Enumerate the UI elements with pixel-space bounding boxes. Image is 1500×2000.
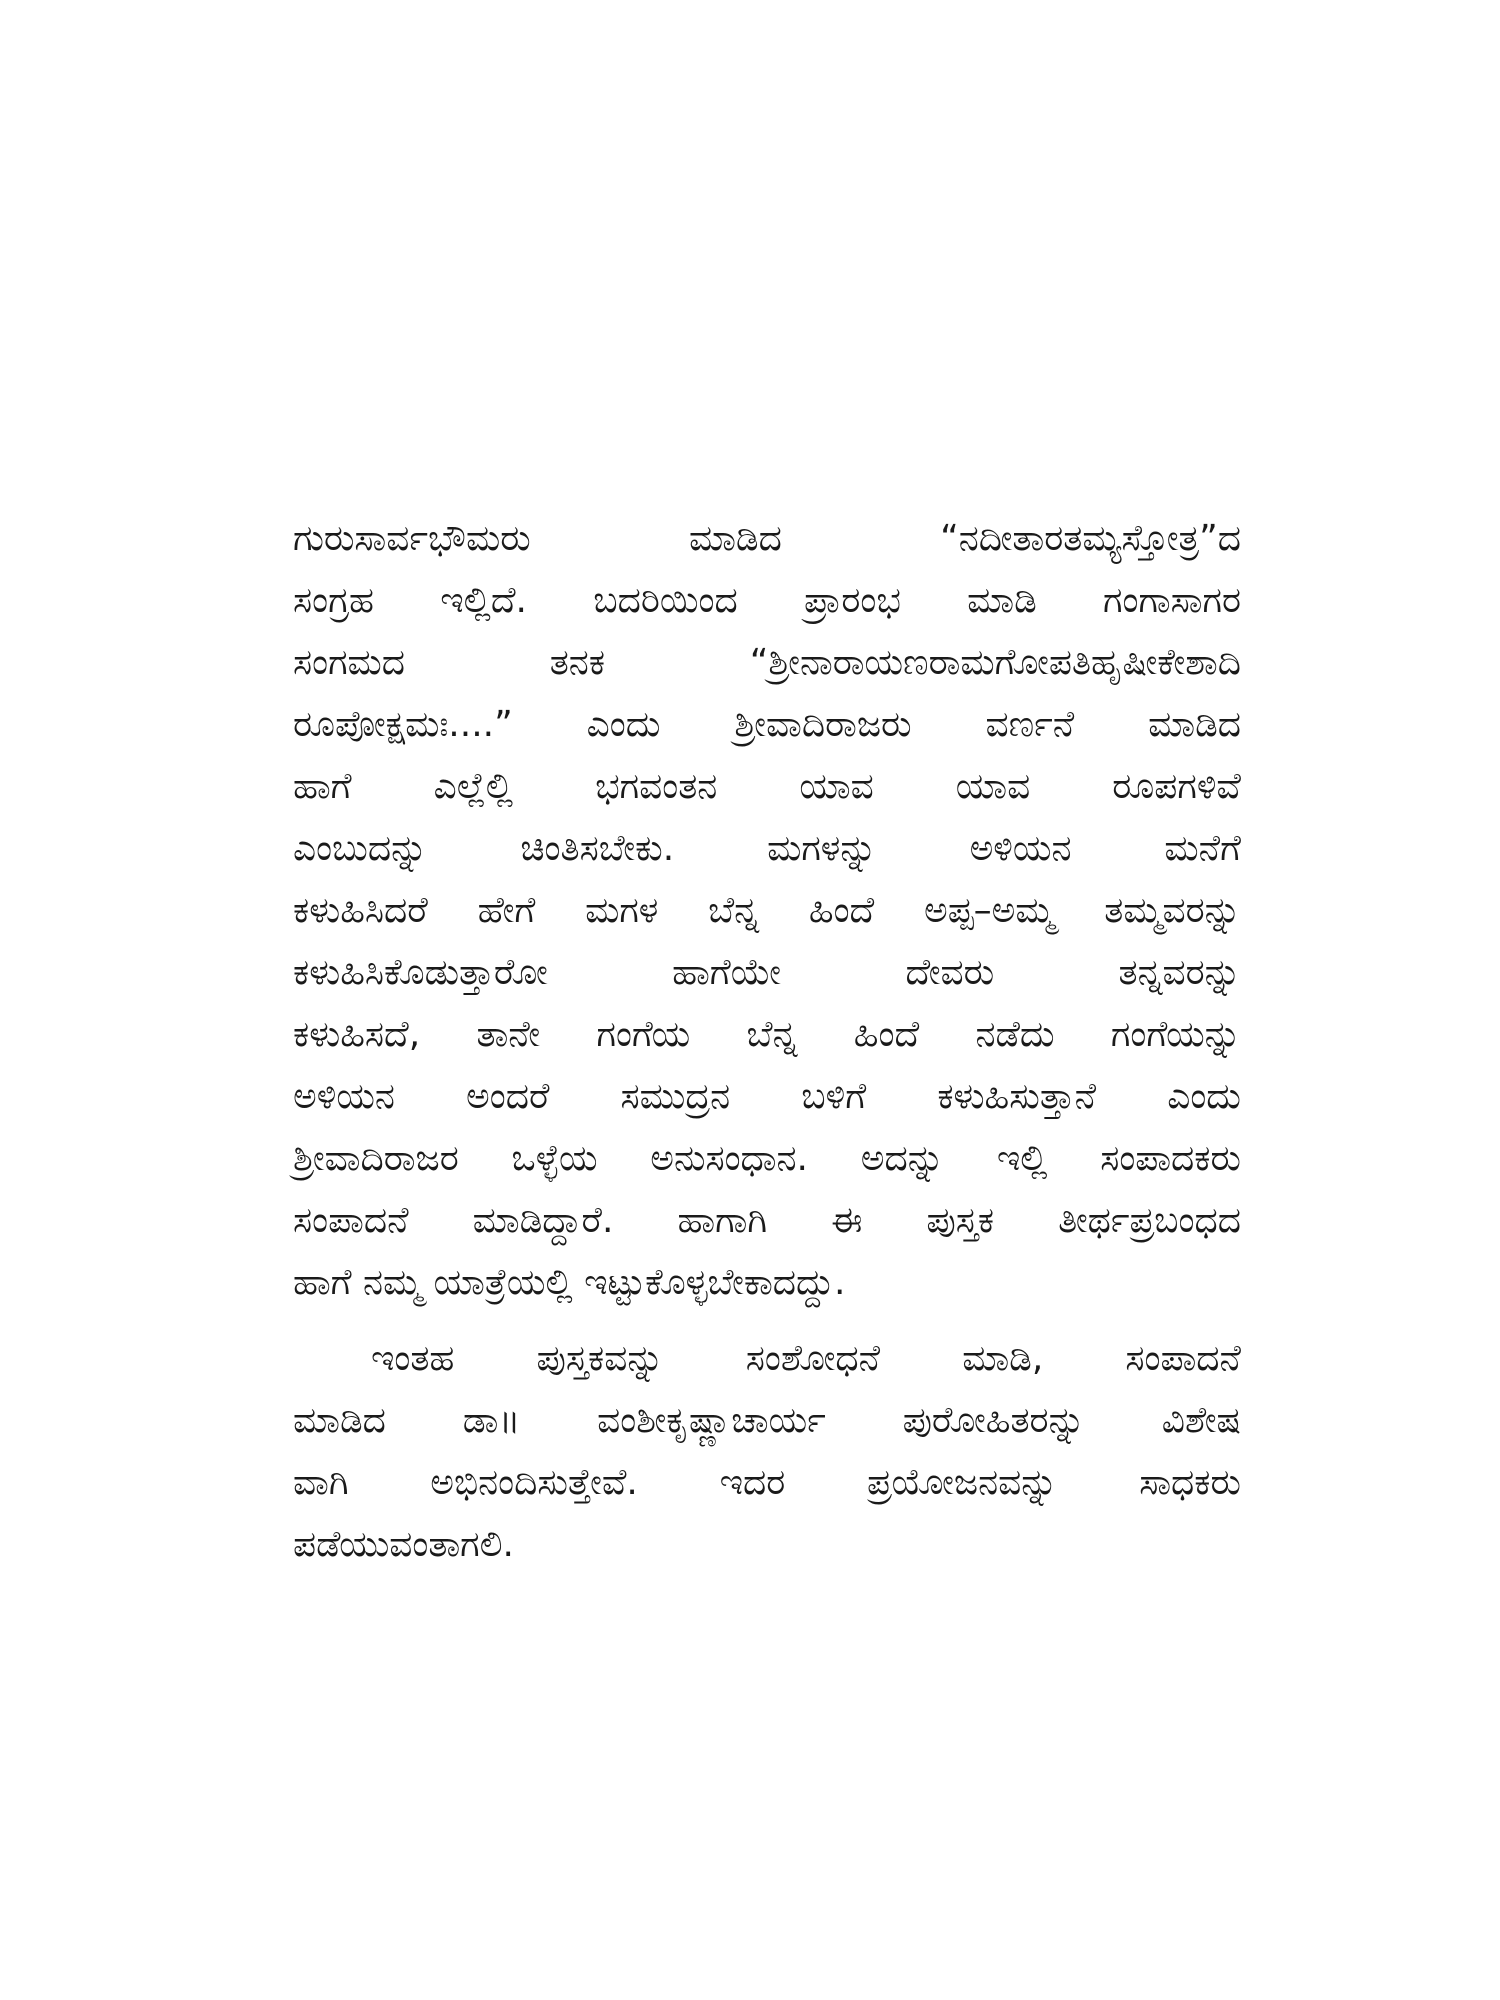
text-line: ಹಾಗೆ ನಮ್ಮ ಯಾತ್ರೆಯಲ್ಲಿ ಇಟ್ಟುಕೊಳ್ಳಬೇಕಾದದ್ದು.	[293, 1262, 846, 1303]
text-line: ಸಂಪಾದನೆ ಮಾಡಿದ್ದಾರೆ. ಹಾಗಾಗಿ ಈ ಪುಸ್ತಕ ತೀರ್ಥಪ್ರಬಂಧದ	[293, 1200, 1241, 1241]
paragraph-spacer	[293, 1314, 1241, 1328]
paragraph-2	[293, 1328, 1241, 1576]
text-line: ಸಂಗಮದ ತನಕ “ಶ್ರೀನಾರಾಯಣರಾಮಗೋಪತಿಹೃಷೀಕೇಶಾದಿ	[293, 642, 1241, 683]
body-text	[293, 508, 1241, 1576]
text-line: ರೂಪೋಕ್ಷಮಃ....” ಎಂದು ಶ್ರೀವಾದಿರಾಜರು ವರ್ಣನೆ ಮಾಡಿದ	[293, 704, 1241, 745]
text-line: ಹಾಗೆ ಎಲ್ಲೆಲ್ಲಿ ಭಗವಂತನ ಯಾವ ಯಾವ ರೂಪಗಳಿವೆ	[293, 766, 1241, 807]
text-line: ಕಳುಹಿಸದೆ, ತಾನೇ ಗಂಗೆಯ ಬೆನ್ನ ಹಿಂದೆ ನಡೆದು ಗಂಗೆಯನ್ನು	[293, 1014, 1241, 1055]
text-line: ಕಳುಹಿಸಿದರೆ ಹೇಗೆ ಮಗಳ ಬೆನ್ನ ಹಿಂದೆ ಅಪ್ಪ–ಅಮ್ಮ ತಮ್ಮವರನ್ನು	[293, 890, 1241, 931]
text-line: ಇಂತಹ ಪುಸ್ತಕವನ್ನು ಸಂಶೋಧನೆ ಮಾಡಿ, ಸಂಪಾದನೆ	[371, 1338, 1241, 1379]
text-line: ಎಂಬುದನ್ನು ಚಿಂತಿಸಬೇಕು. ಮಗಳನ್ನು ಅಳಿಯನ ಮನೆಗೆ	[293, 828, 1241, 869]
text-line: ಸಂಗ್ರಹ ಇಲ್ಲಿದೆ. ಬದರಿಯಿಂದ ಪ್ರಾರಂಭ ಮಾಡಿ ಗಂಗಾಸಾಗರ	[293, 580, 1241, 621]
text-line: ಮಾಡಿದ ಡಾ॥ ವಂಶೀಕೃಷ್ಣಾಚಾರ್ಯ ಪುರೋಹಿತರನ್ನು ವಿಶೇಷ	[293, 1400, 1241, 1441]
text-line: ಪಡೆಯುವಂತಾಗಲಿ.	[293, 1524, 514, 1565]
text-line: ಗುರುಸಾರ್ವಭೌಮರು ಮಾಡಿದ “ನದೀತಾರತಮ್ಯಸ್ತೋತ್ರ”ದ	[293, 518, 1241, 559]
text-line: ಕಳುಹಿಸಿಕೊಡುತ್ತಾರೋ ಹಾಗೆಯೇ ದೇವರು ತನ್ನವರನ್ನು	[293, 952, 1241, 993]
paragraph-1	[293, 508, 1241, 1314]
text-line: ಶ್ರೀವಾದಿರಾಜರ ಒಳ್ಳೆಯ ಅನುಸಂಧಾನ. ಅದನ್ನು ಇಲ್ಲಿ ಸಂಪಾದಕರು	[293, 1138, 1241, 1179]
text-line: ವಾಗಿ ಅಭಿನಂದಿಸುತ್ತೇವೆ. ಇದರ ಪ್ರಯೋಜನವನ್ನು ಸಾಧಕರು	[293, 1462, 1241, 1503]
text-line: ಅಳಿಯನ ಅಂದರೆ ಸಮುದ್ರನ ಬಳಿಗೆ ಕಳುಹಿಸುತ್ತಾನೆ ಎಂದು	[293, 1076, 1241, 1117]
